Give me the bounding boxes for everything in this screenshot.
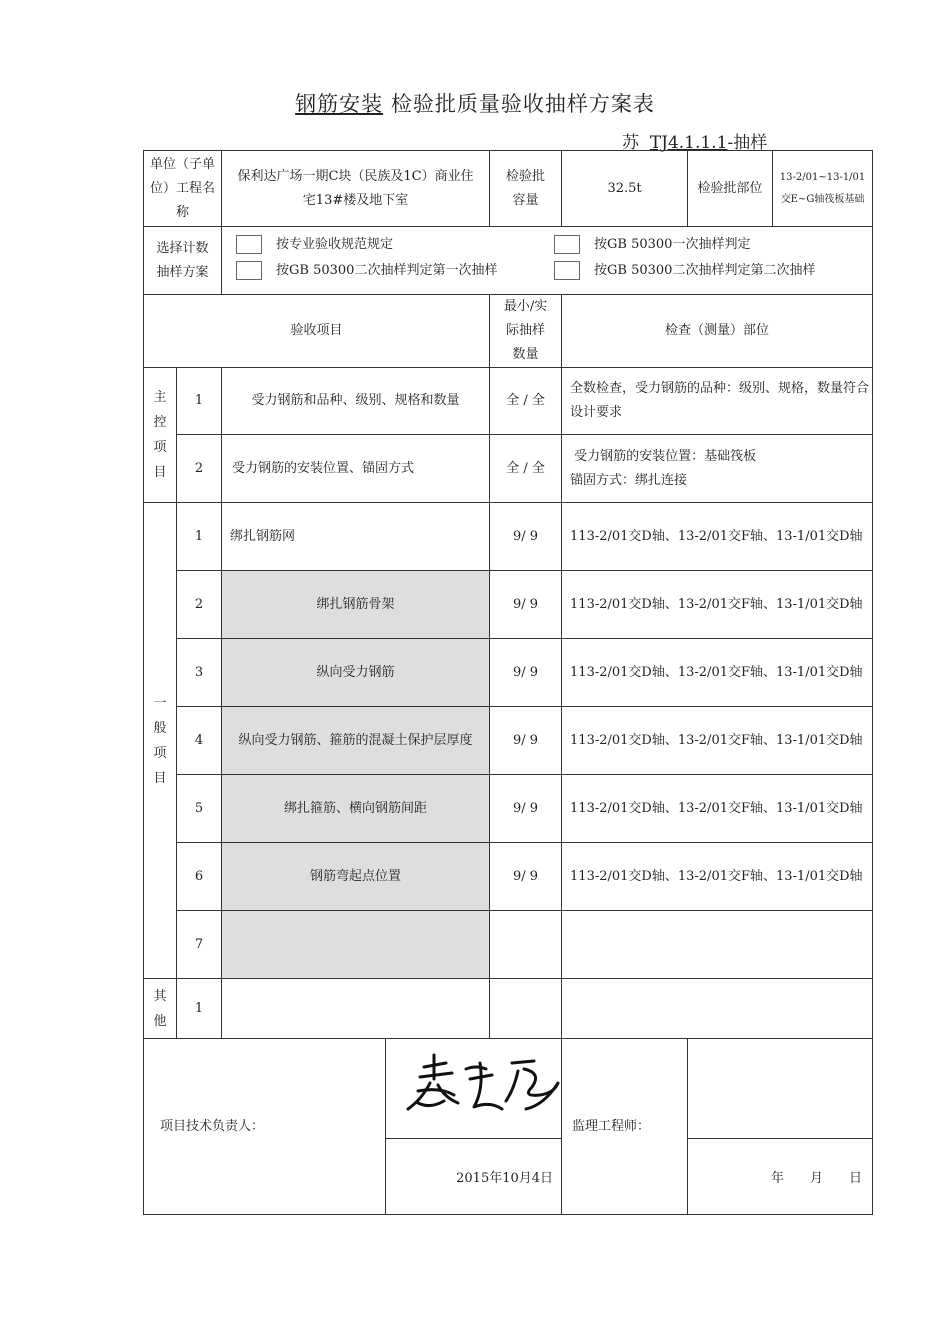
sampling-option-4[interactable] (554, 259, 815, 283)
row-name (222, 979, 490, 1039)
row-location: 113-2/01交D轴、13-2/01交F轴、13-1/01交D轴 (562, 503, 873, 571)
table-row (144, 979, 873, 1039)
row-qty: 9/ 9 (490, 843, 562, 911)
row-qty: 9/ 9 (490, 775, 562, 843)
sampling-options (222, 227, 873, 295)
row-no: 1 (177, 368, 222, 435)
location-label: 检验批部位 (688, 151, 773, 227)
row-no: 1 (177, 503, 222, 571)
main-control-label-text: 主控项目 (153, 390, 167, 480)
row-name: 纵向受力钢筋 (222, 639, 490, 707)
row-qty (490, 911, 562, 979)
sampling-option-1[interactable] (236, 233, 393, 257)
code-prefix: 苏 (622, 133, 639, 153)
row-location: 113-2/01交D轴、13-2/01交F轴、13-1/01交D轴 (562, 571, 873, 639)
tech-lead-label (144, 1039, 386, 1215)
row-location (562, 979, 873, 1039)
main-control-label (144, 368, 177, 503)
table-row (144, 639, 873, 707)
row-qty: 9/ 9 (490, 503, 562, 571)
row-no: 6 (177, 843, 222, 911)
signature-row (144, 1039, 873, 1215)
code-suffix: -抽样 (727, 133, 768, 153)
row-no: 4 (177, 707, 222, 775)
row-name (222, 911, 490, 979)
row-qty: 全 / 全 (490, 368, 562, 435)
tech-lead-label-text: 项目技术负责人： (160, 1119, 265, 1134)
row-location: 113-2/01交D轴、13-2/01交F轴、13-1/01交D轴 (562, 775, 873, 843)
row-location: 113-2/01交D轴、13-2/01交F轴、13-1/01交D轴 (562, 639, 873, 707)
row-name: 绑扎钢筋骨架 (222, 571, 490, 639)
table-row (144, 368, 873, 435)
row-qty: 9/ 9 (490, 571, 562, 639)
title-part1: 钢筋安装 (295, 92, 384, 116)
row-name: 受力钢筋和品种、级别、规格和数量 (222, 368, 490, 435)
code-number: TJ4.1.1.1 (649, 133, 728, 153)
row-qty: 9/ 9 (490, 639, 562, 707)
row-no: 1 (177, 979, 222, 1039)
row-location (562, 911, 873, 979)
capacity-label: 检验批容量 (490, 151, 562, 227)
checkbox-icon[interactable] (554, 261, 580, 280)
row-qty (490, 979, 562, 1039)
supervisor-date: 年 月 日 (771, 1171, 863, 1186)
title-part2: 检验批质量验收抽样方案表 (383, 92, 655, 116)
row-no: 3 (177, 639, 222, 707)
row-location: 113-2/01交D轴、13-2/01交F轴、13-1/01交D轴 (562, 843, 873, 911)
sampling-plan-table (143, 150, 873, 1215)
sampling-option-3[interactable] (236, 259, 497, 283)
row-location (562, 435, 873, 503)
row-name: 纵向受力钢筋、箍筋的混凝土保护层厚度 (222, 707, 490, 775)
supervisor-label (562, 1039, 688, 1215)
table-row (144, 843, 873, 911)
row-name: 钢筋弯起点位置 (222, 843, 490, 911)
location-value: 13-2/01~13-1/01交E~G轴筏板基础 (773, 151, 873, 227)
checkbox-icon[interactable] (554, 235, 580, 254)
row-location: 113-2/01交D轴、13-2/01交F轴、13-1/01交D轴 (562, 707, 873, 775)
handwritten-signature (394, 1043, 564, 1123)
table-row (144, 707, 873, 775)
general-label (144, 503, 177, 979)
option-label: 按GB 50300二次抽样判定第二次抽样 (594, 263, 816, 278)
unit-value: 保利达广场一期C块（民族及1C）商业住宅13#楼及地下室 (222, 151, 490, 227)
sampling-label: 选择计数抽样方案 (144, 227, 222, 295)
table-row (144, 435, 873, 503)
capacity-value: 32.5t (562, 151, 688, 227)
table-row (144, 775, 873, 843)
signature-divider (386, 1138, 561, 1139)
signature-divider (688, 1138, 872, 1139)
column-header-item: 验收项目 (144, 295, 490, 368)
row-qty: 全 / 全 (490, 435, 562, 503)
row-location: 全数检查，受力钢筋的品种：级别、规格，数量符合设计要求 (562, 368, 873, 435)
option-label: 按专业验收规范规定 (276, 237, 394, 252)
option-label: 按GB 50300二次抽样判定第一次抽样 (276, 263, 498, 278)
table-row (144, 911, 873, 979)
general-label-text: 一般项目 (153, 695, 167, 786)
other-label-text: 其他 (153, 988, 167, 1029)
column-header-qty: 最小/实际抽样数量 (490, 295, 562, 368)
row-no: 7 (177, 911, 222, 979)
row-no: 2 (177, 571, 222, 639)
table-row (144, 571, 873, 639)
checkbox-icon[interactable] (236, 235, 262, 254)
tech-lead-date: 2015年10月4日 (456, 1171, 554, 1186)
row-location-line2: 锚固方式：绑扎连接 (570, 472, 688, 488)
row-name: 受力钢筋的安装位置、锚固方式 (222, 435, 490, 503)
row-qty: 9/ 9 (490, 707, 562, 775)
supervisor-signature-cell (688, 1039, 873, 1215)
supervisor-label-text: 监理工程师： (572, 1119, 651, 1134)
checkbox-icon[interactable] (236, 261, 262, 280)
table-row (144, 503, 873, 571)
row-no: 5 (177, 775, 222, 843)
option-label: 按GB 50300一次抽样判定 (594, 237, 751, 252)
row-name: 绑扎箍筋、横向钢筋间距 (222, 775, 490, 843)
column-header-location: 检查（测量）部位 (562, 295, 873, 368)
unit-label: 单位（子单位）工程名称 (144, 151, 222, 227)
document-title (0, 88, 950, 118)
other-label (144, 979, 177, 1039)
row-no: 2 (177, 435, 222, 503)
row-name: 绑扎钢筋网 (222, 503, 490, 571)
row-location-line1: 受力钢筋的安装位置：基础筏板 (574, 448, 757, 464)
sampling-option-2[interactable] (554, 233, 750, 257)
tech-lead-signature-cell (386, 1039, 562, 1215)
